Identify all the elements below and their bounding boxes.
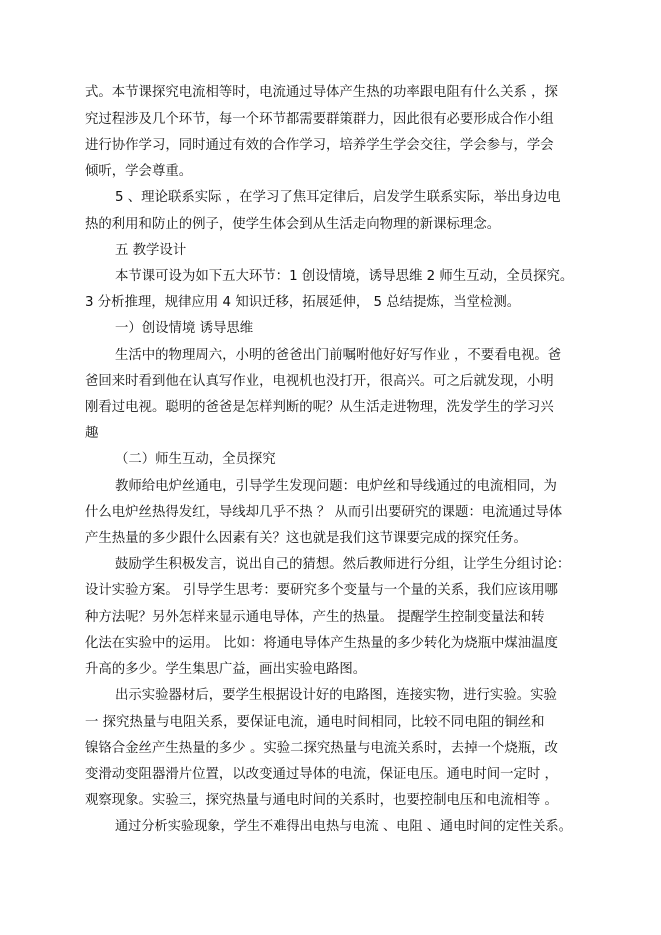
text-line: 爸回来时看到他在认真写作业，电视机也没打开，很高兴。可之后就发现，小明 <box>85 374 554 389</box>
text-line: 趣 <box>85 426 99 441</box>
text-line: 式。本节课探究电流相等时，电流通过导体产生热的功率跟电阻有什么关系 ，探 <box>85 85 558 100</box>
text-line: 升高的多少。学生集思广益，画出实验电路图。 <box>85 662 367 677</box>
text-line: 教师给电炉丝通电，引导学生发现问题：电炉丝和导线通过的电流相同，为 <box>115 479 557 494</box>
subsection-heading: （二）师生互动，全员探究 <box>115 452 276 467</box>
text-line: 一 探究热量与电阻关系，要保证电流，通电时间相同，比较不同电阻的铜丝和 <box>85 715 545 730</box>
text-line: 5 、理论联系实际 ，在学习了焦耳定律后，启发学生联系实际，举出身边电 <box>115 190 561 205</box>
text-line: 3 分析推理，规律应用 4 知识迁移，拓展延伸， 5 总结提炼，当堂检测。 <box>85 295 521 310</box>
text-line: 镍铬合金丝产生热量的多少 。实验二探究热量与电流关系时，去掉一个烧瓶，改 <box>85 741 558 756</box>
text-line: 化法在实验中的运用。 比如：将通电导体产生热量的多少转化为烧瓶中煤油温度 <box>85 636 558 651</box>
text-line: 观察现象。实验三，探究热量与通电时间的关系时，也要控制电压和电流相等 。 <box>85 793 558 808</box>
text-line: 热的利用和防止的例子，使学生体会到从生活走向物理的新课标理念。 <box>85 217 501 232</box>
text-line: 设计实验方案。 引导学生思考：要研究多个变量与一个量的关系，我们应该用哪 <box>85 583 558 598</box>
text-line: 产生热量的多少跟什么因素有关？这也就是我们这节课要完成的探究任务。 <box>85 531 527 546</box>
text-line: 究过程涉及几个环节，每一个环节都需要群策群力，因此很有必要形成合作小组 <box>85 112 554 127</box>
text-line: 什么电炉丝热得发红，导线却几乎不热 ？ 从而引出要研究的课题：电流通过导体 <box>85 505 563 520</box>
text-line: 进行协作学习，同时通过有效的合作学习，培养学生学会交往，学会参与，学会 <box>85 138 554 153</box>
text-line: 刚看过电视。聪明的爸爸是怎样判断的呢？从生活走进物理，洗发学生的学习兴 <box>85 400 554 415</box>
text-line: 鼓励学生积极发言，说出自己的猜想。然后教师进行分组，让学生分组讨论： <box>115 557 571 572</box>
subsection-heading: 一）创设情境 诱导思维 <box>115 321 254 336</box>
section-heading: 五 教学设计 <box>115 243 187 258</box>
text-line: 通过分析实验现象，学生不难得出电热与电流 、电阻 、通电时间的定性关系。 <box>115 819 572 834</box>
text-line: 种方法呢？另外怎样来显示通电导体，产生的热量。 提醒学生控制变量法和转 <box>85 610 545 625</box>
text-line: 出示实验器材后，要学生根据设计好的电路图，连接实物，进行实验。实验 <box>115 688 557 703</box>
text-line: 本节课可设为如下五大环节：1 创设情境，诱导思维 2 师生互动，全员探究。 <box>115 269 574 284</box>
text-line: 倾听，学会尊重。 <box>85 164 193 179</box>
text-line: 生活中的物理周六，小明的爸爸出门前嘱咐他好好写作业 ，不要看电视。爸 <box>115 348 562 363</box>
text-line: 变滑动变阻器滑片位置，以改变通过导体的电流，保证电压。通电时间一定时 ， <box>85 767 558 782</box>
